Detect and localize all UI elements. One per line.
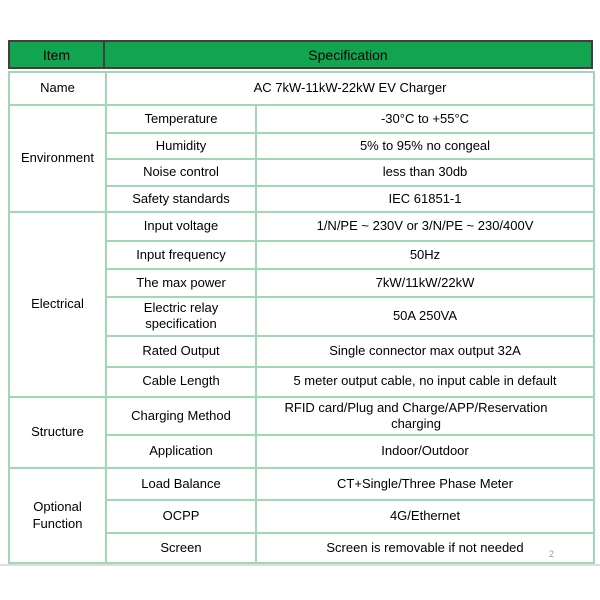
spec-value-input-frequency: 50Hz bbox=[256, 241, 594, 269]
group-cell-electrical: Electrical bbox=[9, 212, 106, 397]
spec-value-rated-output: Single connector max output 32A bbox=[256, 336, 594, 367]
table-row-name bbox=[9, 72, 594, 105]
spec-label-input-voltage: Input voltage bbox=[106, 212, 256, 241]
spec-value-humidity: 5% to 95% no congeal bbox=[256, 133, 594, 159]
group-cell-structure: Structure bbox=[9, 397, 106, 469]
spec-label-cable-length: Cable Length bbox=[106, 367, 256, 397]
spec-value-noise-control: less than 30db bbox=[256, 159, 594, 186]
table-row-input-voltage bbox=[9, 212, 594, 241]
table-row-charging-method bbox=[9, 397, 594, 436]
table-row-temperature bbox=[9, 105, 594, 133]
page-number-artifact: 2 bbox=[549, 549, 555, 559]
spec-label-ocpp: OCPP bbox=[106, 500, 256, 533]
spec-value-screen: Screen is removable if not needed bbox=[256, 533, 594, 563]
spec-value-electric-relay: 50A 250VA bbox=[256, 297, 594, 336]
spec-value-load-balance: CT+Single/Three Phase Meter bbox=[256, 468, 594, 500]
spec-value-application: Indoor/Outdoor bbox=[256, 435, 594, 468]
spec-label-rated-output: Rated Output bbox=[106, 336, 256, 367]
charging-method-text: RFID card/Plug and Charge/APP/Reservation charging bbox=[284, 399, 548, 431]
group-cell-optional-function: Optional Function bbox=[9, 468, 106, 563]
row-label-name: Name bbox=[9, 72, 106, 105]
header-specification-label: Specification bbox=[308, 46, 388, 63]
spec-label-input-frequency: Input frequency bbox=[106, 241, 256, 269]
table-header-row bbox=[8, 40, 593, 69]
spec-value-input-voltage: 1/N/PE ~ 230V or 3/N/PE ~ 230/400V bbox=[256, 212, 594, 241]
table-row-load-balance bbox=[9, 468, 594, 500]
spec-value-temperature: -30°C to +55°C bbox=[256, 105, 594, 133]
spec-value-max-power: 7kW/11kW/22kW bbox=[256, 269, 594, 297]
spec-label-temperature: Temperature bbox=[106, 105, 256, 133]
page-divider-line bbox=[0, 564, 600, 566]
spec-label-application: Application bbox=[106, 435, 256, 468]
spec-value-ocpp: 4G/Ethernet bbox=[256, 500, 594, 533]
spec-value-charging-method bbox=[256, 397, 594, 436]
spec-label-max-power: The max power bbox=[106, 269, 256, 297]
spec-label-noise-control: Noise control bbox=[106, 159, 256, 186]
group-cell-environment: Environment bbox=[9, 105, 106, 212]
spec-label-load-balance: Load Balance bbox=[106, 468, 256, 500]
spec-value-cable-length: 5 meter output cable, no input cable in default bbox=[256, 367, 594, 397]
header-cell-item bbox=[10, 42, 105, 67]
row-value-name: AC 7kW-11kW-22kW EV Charger bbox=[106, 72, 594, 105]
spec-label-safety-standards: Safety standards bbox=[106, 186, 256, 212]
spec-label-screen: Screen bbox=[106, 533, 256, 563]
spec-label-charging-method: Charging Method bbox=[106, 397, 256, 436]
spec-label-humidity: Humidity bbox=[106, 133, 256, 159]
header-item-label: Item bbox=[42, 46, 71, 63]
spec-label-electric-relay: Electric relay specification bbox=[106, 297, 256, 336]
spec-value-safety-standards: IEC 61851-1 bbox=[256, 186, 594, 212]
header-cell-specification bbox=[105, 42, 591, 67]
specification-table bbox=[8, 71, 595, 564]
